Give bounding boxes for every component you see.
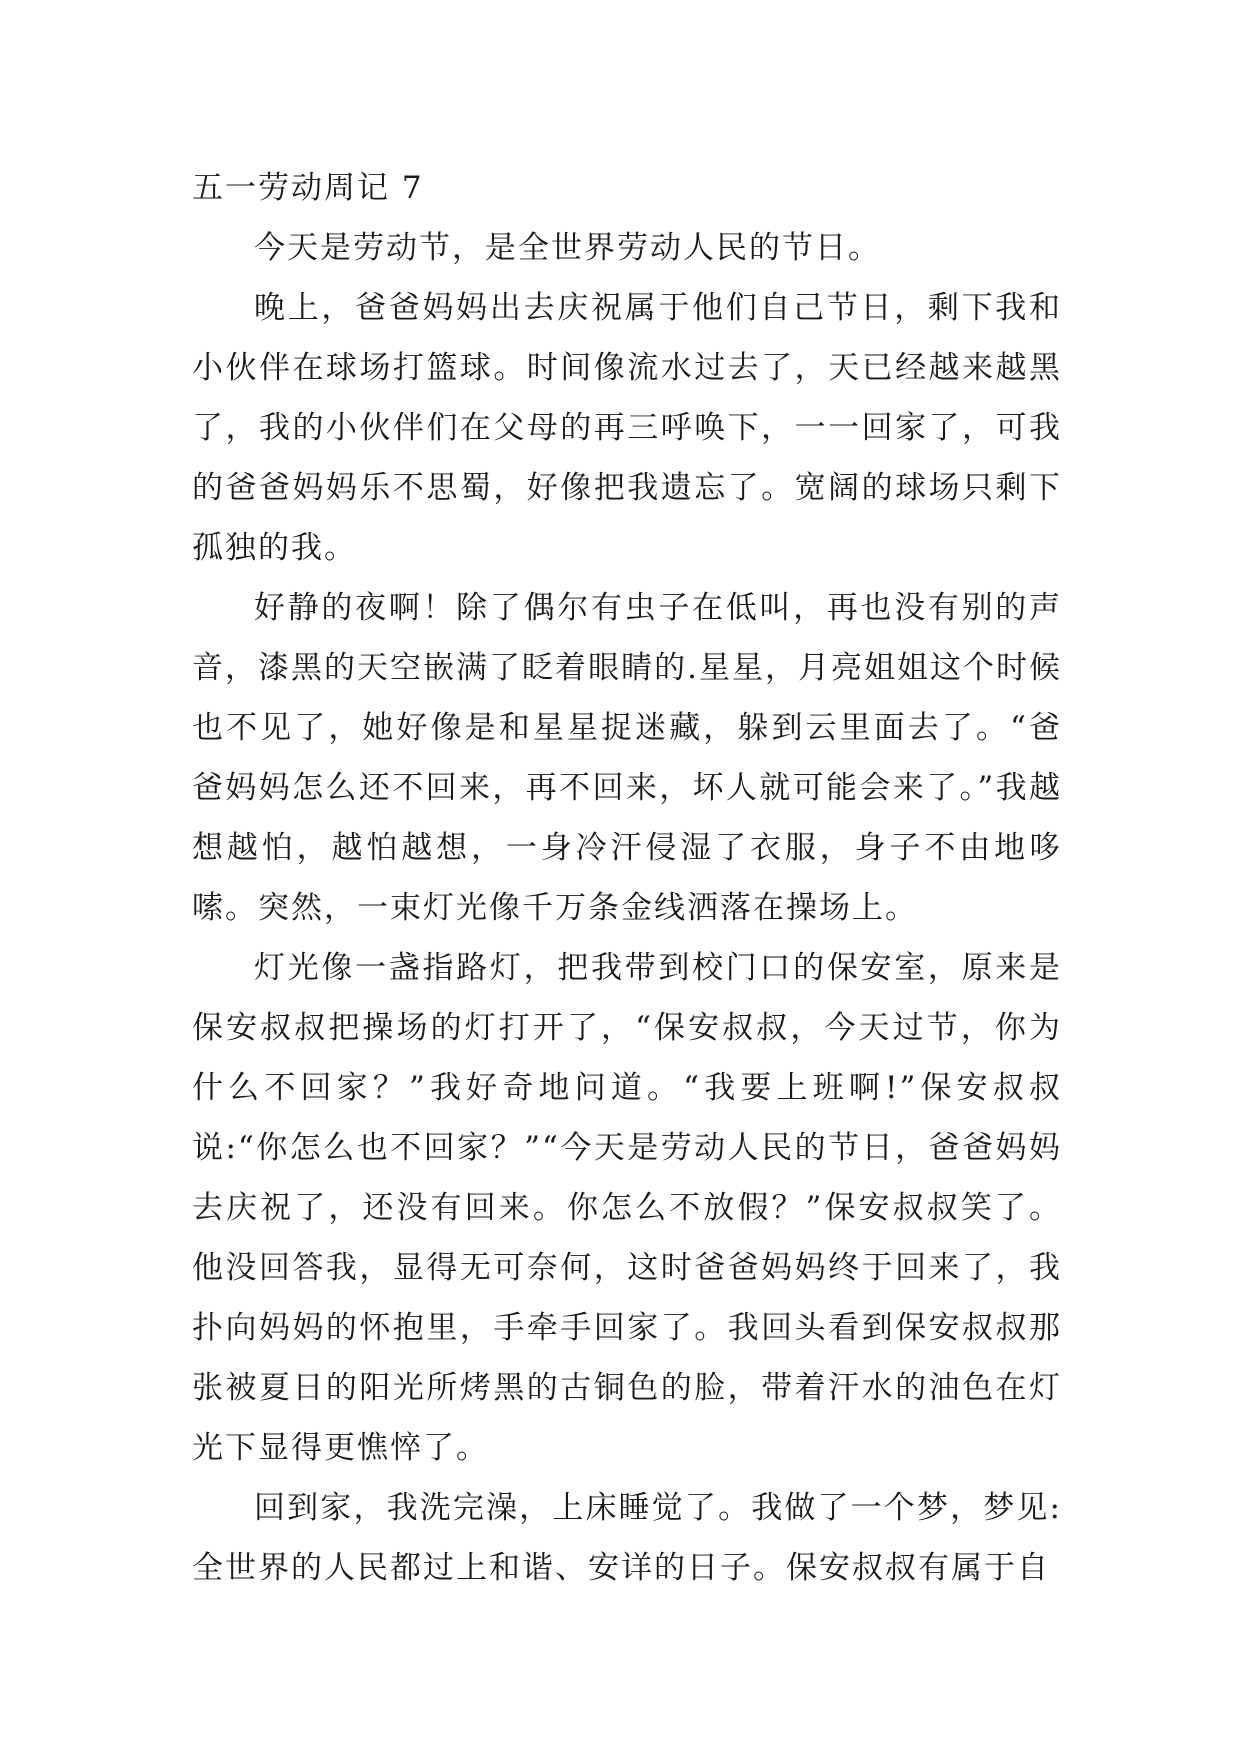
paragraph: 今天是劳动节，是全世界劳动人民的节日。	[254, 230, 881, 266]
paragraph: 好静的夜啊！除了偶尔有虫子在低叫，再也没有别的声音，漆黑的天空嵌满了眨着眼睛的.星星，月亮姐姐这个时候也不见了，她好像是和星星捉迷藏，躲到云里面去了。“爸爸妈妈怎么还不回来，再不回来，坏人就可能会来了。”我越想越怕，越怕越想，一身冷汗侵湿了衣服，身子不由地哆嗦。突然，一束灯光像千万条金线洒落在操场上。	[192, 590, 1062, 926]
paragraph: 灯光像一盏指路灯，把我带到校门口的保安室，原来是保安叔叔把操场的灯打开了，“保安叔叔，今天过节，你为什么不回家？”我好奇地问道。“我要上班啊!”保安叔叔说:“你怎么也不回家？”“今天是劳动人民的节日，爸爸妈妈去庆祝了，还没有回来。你怎么不放假？”保安叔叔笑了。他没回答我，显得无可奈何，这时爸爸妈妈终于回来了，我扑向妈妈的怀抱里，手牵手回家了。我回头看到保安叔叔那张被夏日的阳光所烤黑的古铜色的脸，带着汗水的油色在灯光下显得更憔悴了。	[192, 950, 1062, 1466]
document-title: 五一劳动周记 7	[192, 170, 424, 206]
document-body	[192, 158, 1062, 1598]
paragraph: 晚上，爸爸妈妈出去庆祝属于他们自己节日，剩下我和小伙伴在球场打篮球。时间像流水过去了，天已经越来越黑了，我的小伙伴们在父母的再三呼唤下，一一回家了，可我的爸爸妈妈乐不思蜀，好像把我遗忘了。宽阔的球场只剩下孤独的我。	[192, 290, 1062, 566]
paragraph: 回到家，我洗完澡，上床睡觉了。我做了一个梦，梦见:全世界的人民都过上和谐、安详的日子。保安叔叔有属于自	[192, 1490, 1062, 1586]
